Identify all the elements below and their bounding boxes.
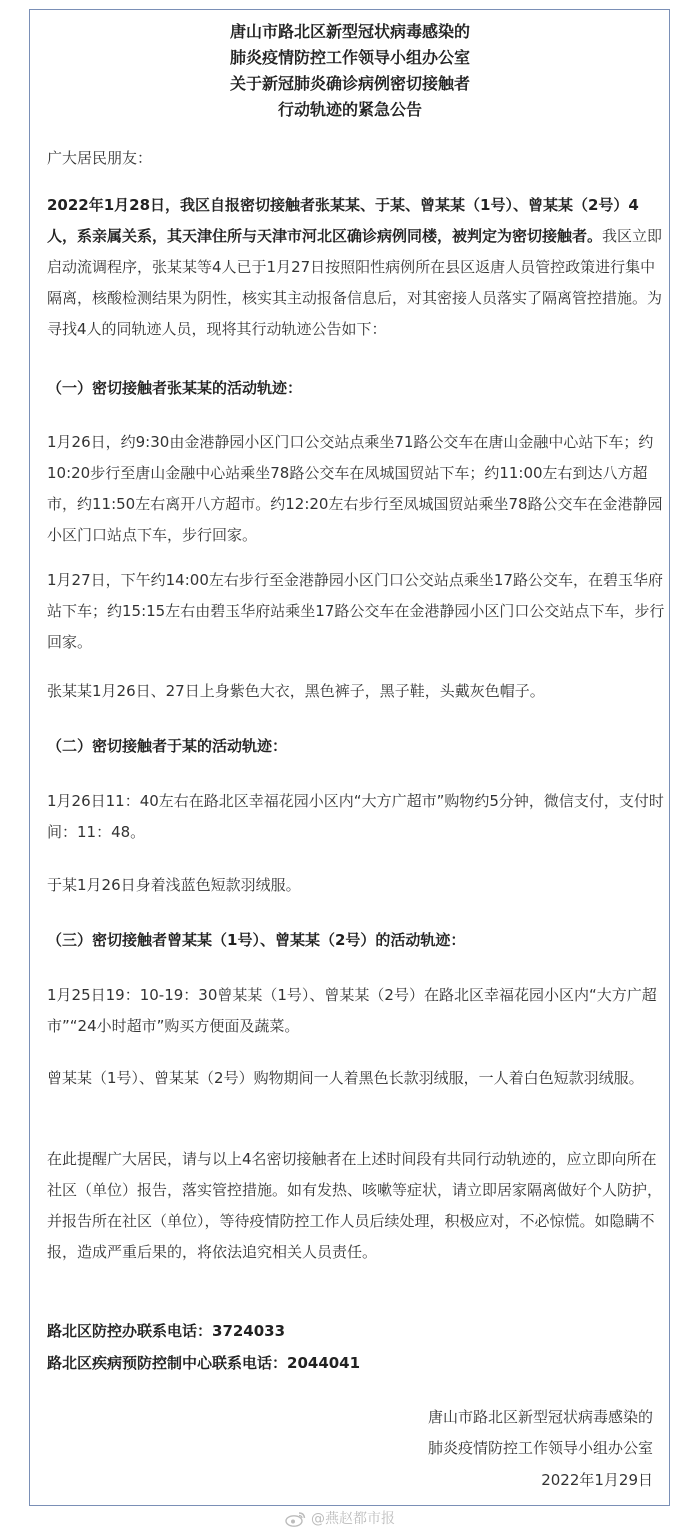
intro-text: 我区立即启动流调程序，张某某等4人已于1月27日按照阳性病例所在县区返唐人员管控政策进行集中隔离，核酸检测结果为阴性，核实其主动报备信息后，对其密接人员落实了隔离管控措施。为寻找4人的同轨迹人员，现将其行动轨迹公告如下： <box>47 227 663 338</box>
section-3-paragraph-1: 1月25日19：10-19：30曾某某（1号）、曾某某（2号）在路北区幸福花园小区内“大方广超市”“24小时超市”购买方便面及蔬菜。 <box>47 986 657 1035</box>
title-line-4: 行动轨迹的紧急公告 <box>277 100 422 119</box>
section-2-paragraph-1: 1月26日11：40左右在路北区幸福花园小区内“大方广超市”购物约5分钟，微信支付，支付时间：11：48。 <box>47 792 664 841</box>
title-line-2: 肺炎疫情防控工作领导小组办公室 <box>229 48 470 67</box>
contact-phone-1: 路北区防控办联系电话：3724033 <box>47 1322 286 1340</box>
section-1-heading: （一）密切接触者张某某的活动轨迹： <box>47 379 303 397</box>
reminder-paragraph: 在此提醒广大居民，请与以上4名密切接触者在上述时间段有共同行动轨迹的，应立即向所在社区（单位）报告，落实管控措施。如有发热、咳嗽等症状，请立即居家隔离做好个人防护，并报告所在社区（单位），等待疫情防控工作人员后续处理，积极应对，不必惊慌。如隐瞒不报，造成严重后果的，将依法追究相关人员责任。 <box>47 1150 663 1261</box>
signature-line-1: 唐山市路北区新型冠状病毒感染的 <box>427 1408 653 1426</box>
contact-phone-2: 路北区疾病预防控制中心联系电话：2044041 <box>47 1354 361 1372</box>
watermark <box>285 1508 395 1530</box>
watermark-text: @燕赵都市报 <box>311 1511 395 1527</box>
greeting: 广大居民朋友： <box>47 149 153 167</box>
section-1-paragraph-3: 张某某1月26日、27日上身紫色大衣，黑色裤子，黑子鞋，头戴灰色帽子。 <box>47 682 545 700</box>
section-1-paragraph-1: 1月26日，约9:30由金港静园小区门口公交站点乘坐71路公交车在唐山金融中心站下车；约10:20步行至唐山金融中心站乘坐78路公交车在凤城国贸站下车；约11:00左右到达八方超市，约11:50左右离开八方超市。约12:20左右步行至凤城国贸站乘坐78路公交车在金港静园小区门口站点下车，步行回家。 <box>47 433 663 544</box>
intro-paragraph <box>47 190 667 345</box>
signature-date: 2022年1月29日 <box>541 1471 653 1489</box>
section-3-heading: （三）密切接触者曾某某（1号）、曾某某（2号）的活动轨迹： <box>47 931 466 949</box>
section-2-paragraph-2: 于某1月26日身着浅蓝色短款羽绒服。 <box>47 876 301 894</box>
section-3-paragraph-2: 曾某某（1号）、曾某某（2号）购物期间一人着黑色长款羽绒服，一人着白色短款羽绒服。 <box>47 1069 644 1087</box>
weibo-icon <box>285 1511 307 1527</box>
title-line-1: 唐山市路北区新型冠状病毒感染的 <box>229 22 470 41</box>
section-2-heading: （二）密切接触者于某的活动轨迹： <box>47 737 288 755</box>
title-line-3: 关于新冠肺炎确诊病例密切接触者 <box>229 74 470 93</box>
intro-bold-text: 2022年1月28日，我区自报密切接触者张某某、于某、曾某某（1号）、曾某某（2号）4人，系亲属关系，其天津住所与天津市河北区确诊病例同楼，被判定为密切接触者。 <box>47 196 639 245</box>
signature-line-2: 肺炎疫情防控工作领导小组办公室 <box>427 1439 653 1457</box>
section-1-paragraph-2: 1月27日，下午约14:00左右步行至金港静园小区门口公交站点乘坐17路公交车，在碧玉华府站下车；约15:15左右由碧玉华府站乘坐17路公交车在金港静园小区门口公交站点下车，步行回家。 <box>47 571 665 651</box>
